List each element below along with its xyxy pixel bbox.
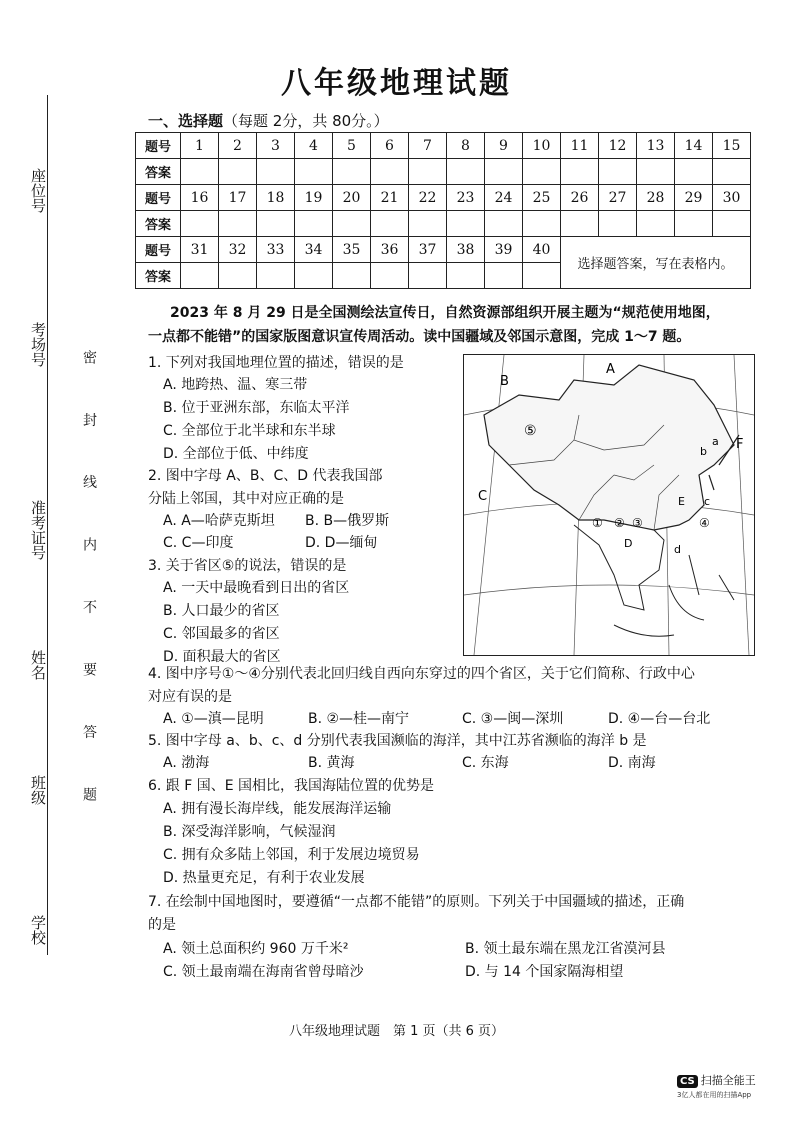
seal-notice: 密 封 线 内 不 要 答 题 [81,350,97,824]
q7-option-a: A. 领土总面积约 960 万千米² [163,941,349,957]
map-label-c-upper: C [478,489,488,504]
q-num: 9 [485,133,523,159]
q1-option-a: A. 地跨热、温、寒三带 [163,377,308,393]
q-num: 36 [371,237,409,263]
map-label-b-upper: B [500,374,509,389]
answer-cell[interactable] [485,263,523,289]
exam-id-label: 准考证号 [29,500,47,560]
q-num: 26 [561,185,599,211]
answer-cell[interactable] [181,211,219,237]
answer-cell[interactable] [295,263,333,289]
table-row [136,159,751,185]
section-note: （每题 2分，共 80分。） [223,112,389,130]
q-num: 11 [561,133,599,159]
q-num: 24 [485,185,523,211]
page-title: 八年级地理试题 [281,66,512,101]
q-num: 14 [675,133,713,159]
q-num: 30 [713,185,751,211]
q-num: 1 [181,133,219,159]
q-num: 38 [447,237,485,263]
answer-cell[interactable] [219,263,257,289]
answer-cell[interactable] [409,263,447,289]
q-num: 3 [257,133,295,159]
q7-option-b: B. 领土最东端在黑龙江省漠河县 [465,941,666,957]
row-label-q: 题号 [136,133,181,159]
q7-stem-cont: 的是 [148,917,176,933]
q-num: 29 [675,185,713,211]
answer-cell[interactable] [675,211,713,237]
q4-option-a: A. ①—滇—昆明 [163,711,264,727]
q-num: 5 [333,133,371,159]
answer-cell[interactable] [447,263,485,289]
map-label-e-upper: E [678,495,685,508]
q3-option-a: A. 一天中最晚看到日出的省区 [163,580,350,596]
answer-cell[interactable] [333,211,371,237]
china-map [463,354,755,656]
answer-cell[interactable] [219,211,257,237]
q2-stem: 2. 图中字母 A、B、C、D 代表我国部 [148,468,383,484]
answer-cell[interactable] [295,159,333,185]
q5-option-a: A. 渤海 [163,755,210,771]
answer-cell[interactable] [447,159,485,185]
answer-cell[interactable] [599,159,637,185]
answer-cell[interactable] [447,211,485,237]
answer-cell[interactable] [371,211,409,237]
answer-table [135,132,751,289]
q1-stem: 1. 下列对我国地理位置的描述，错误的是 [148,355,404,371]
map-label-3: ③ [632,516,643,530]
row-label-q: 题号 [136,237,181,263]
q-num: 32 [219,237,257,263]
answer-cell[interactable] [409,211,447,237]
q-num: 18 [257,185,295,211]
answer-cell[interactable] [257,263,295,289]
q-num: 10 [523,133,561,159]
scanner-logo [677,1072,756,1100]
map-label-5: ⑤ [524,423,537,439]
q-num: 40 [523,237,561,263]
q-num: 16 [181,185,219,211]
q1-option-b: B. 位于亚洲东部，东临太平洋 [163,400,350,416]
q2-option-d: D. D—缅甸 [305,535,378,551]
seat-number-label: 座位号 [29,168,47,213]
q-num: 28 [637,185,675,211]
intro-line-2: 一点都不能错”的国家版图意识宣传周活动。读中国疆域及邻国示意图，完成 1～7 题。 [148,329,691,345]
answer-cell[interactable] [713,159,751,185]
answer-cell[interactable] [713,211,751,237]
answer-cell[interactable] [637,159,675,185]
q1-option-d: D. 全部位于低、中纬度 [163,446,309,462]
islands [614,555,734,636]
answer-cell[interactable] [181,263,219,289]
map-label-2: ② [614,516,625,530]
china-outline [484,365,734,530]
answer-cell[interactable] [523,159,561,185]
q6-option-d: D. 热量更充足，有利于农业发展 [163,870,365,886]
q6-stem: 6. 跟 F 国、E 国相比，我国海陆位置的优势是 [148,778,435,794]
q5-option-d: D. 南海 [608,755,656,771]
answer-cell[interactable] [371,159,409,185]
q-num: 37 [409,237,447,263]
answer-cell[interactable] [257,211,295,237]
q4-stem-cont: 对应有误的是 [148,689,232,705]
answer-cell[interactable] [333,263,371,289]
q-num: 7 [409,133,447,159]
q5-stem: 5. 图中字母 a、b、c、d 分别代表我国濒临的海洋，其中江苏省濒临的海洋 b 是 [148,733,647,749]
row-label-a: 答案 [136,263,181,289]
map-label-d-lower: d [674,543,681,556]
q1-option-c: C. 全部位于北半球和东半球 [163,423,336,439]
q6-option-b: B. 深受海洋影响，气候湿润 [163,824,336,840]
table-note: 选择题答案，写在表格内。 [561,237,751,289]
answer-cell[interactable] [675,159,713,185]
exam-room-label: 考场号 [29,322,47,367]
q-num: 22 [409,185,447,211]
q2-option-b: B. B—俄罗斯 [305,513,390,529]
q-num: 2 [219,133,257,159]
q4-option-d: D. ④—台—台北 [608,711,711,727]
answer-cell[interactable] [409,159,447,185]
map-label-f-upper: F [736,437,744,452]
q-num: 12 [599,133,637,159]
section-title: 一、选择题 [148,112,224,130]
q3-stem: 3. 关于省区⑤的说法，错误的是 [148,558,347,574]
q4-option-b: B. ②—桂—南宁 [308,711,410,727]
q7-option-c: C. 领土最南端在海南省曾母暗沙 [163,964,364,980]
logo-sub: 3亿人都在用的扫描App [677,1091,752,1099]
school-label: 学校 [29,915,47,945]
answer-cell[interactable] [523,263,561,289]
map-label-d-upper: D [624,537,633,550]
name-label: 姓名 [29,650,47,680]
q4-option-c: C. ③—闽—深圳 [462,711,564,727]
answer-cell[interactable] [599,211,637,237]
map-label-a-lower: a [712,435,719,448]
q-num: 39 [485,237,523,263]
row-label-a: 答案 [136,211,181,237]
cs-badge: CS [677,1075,698,1088]
answer-cell[interactable] [485,159,523,185]
map-label-a-upper: A [606,362,615,377]
answer-cell[interactable] [181,159,219,185]
q3-option-d: D. 面积最大的省区 [163,649,281,665]
q-num: 6 [371,133,409,159]
q2-option-c: C. C—印度 [163,535,234,551]
q7-stem: 7. 在绘制中国地图时，要遵循“一点都不能错”的原则。下列关于中国疆域的描述，正确 [148,894,685,910]
southeast-asia [574,525,664,610]
q3-option-b: B. 人口最少的省区 [163,603,280,619]
answer-cell[interactable] [295,211,333,237]
q-num: 34 [295,237,333,263]
answer-cell[interactable] [561,159,599,185]
q-num: 27 [599,185,637,211]
answer-cell[interactable] [219,159,257,185]
map-label-c-lower: c [704,495,711,508]
answer-cell[interactable] [637,211,675,237]
map-label-b-lower: b [700,445,707,458]
q-num: 20 [333,185,371,211]
q-num: 31 [181,237,219,263]
row-label-a: 答案 [136,159,181,185]
q7-option-d: D. 与 14 个国家隔海相望 [465,964,624,980]
q6-option-c: C. 拥有众多陆上邻国，利于发展边境贸易 [163,847,420,863]
answer-cell[interactable] [371,263,409,289]
answer-cell[interactable] [485,211,523,237]
table-row [136,133,751,159]
q6-option-a: A. 拥有漫长海岸线，能发展海洋运输 [163,801,392,817]
answer-cell[interactable] [333,159,371,185]
map-label-1: ① [592,516,603,530]
q3-option-c: C. 邻国最多的省区 [163,626,280,642]
answer-cell[interactable] [257,159,295,185]
q-num: 15 [713,133,751,159]
class-label: 班级 [29,775,47,805]
q-num: 23 [447,185,485,211]
q-num: 33 [257,237,295,263]
row-label-q: 题号 [136,185,181,211]
q-num: 25 [523,185,561,211]
table-row [136,211,751,237]
q-num: 13 [637,133,675,159]
answer-cell[interactable] [561,211,599,237]
table-row [136,237,751,263]
q2-option-a: A. A—哈萨克斯坦 [163,513,275,529]
q-num: 21 [371,185,409,211]
q5-option-c: C. 东海 [462,755,509,771]
q-num: 35 [333,237,371,263]
q2-stem-cont: 分陆上邻国，其中对应正确的是 [148,491,344,507]
intro-line-1: 2023 年 8 月 29 日是全国测绘法宣传日，自然资源部组织开展主题为“规范使用地图， [170,305,720,321]
section-heading [148,110,389,131]
logo-name: 扫描全能王 [700,1074,756,1087]
q-num: 19 [295,185,333,211]
q-num: 4 [295,133,333,159]
table-row [136,185,751,211]
map-label-4: ④ [699,516,710,530]
q4-stem: 4. 图中序号①～④分别代表北回归线自西向东穿过的四个省区，关于它们简称、行政中心 [148,666,695,682]
q-num: 8 [447,133,485,159]
q5-option-b: B. 黄海 [308,755,355,771]
answer-cell[interactable] [523,211,561,237]
q-num: 17 [219,185,257,211]
page-footer: 八年级地理试题 第 1 页（共 6 页） [288,1024,505,1039]
